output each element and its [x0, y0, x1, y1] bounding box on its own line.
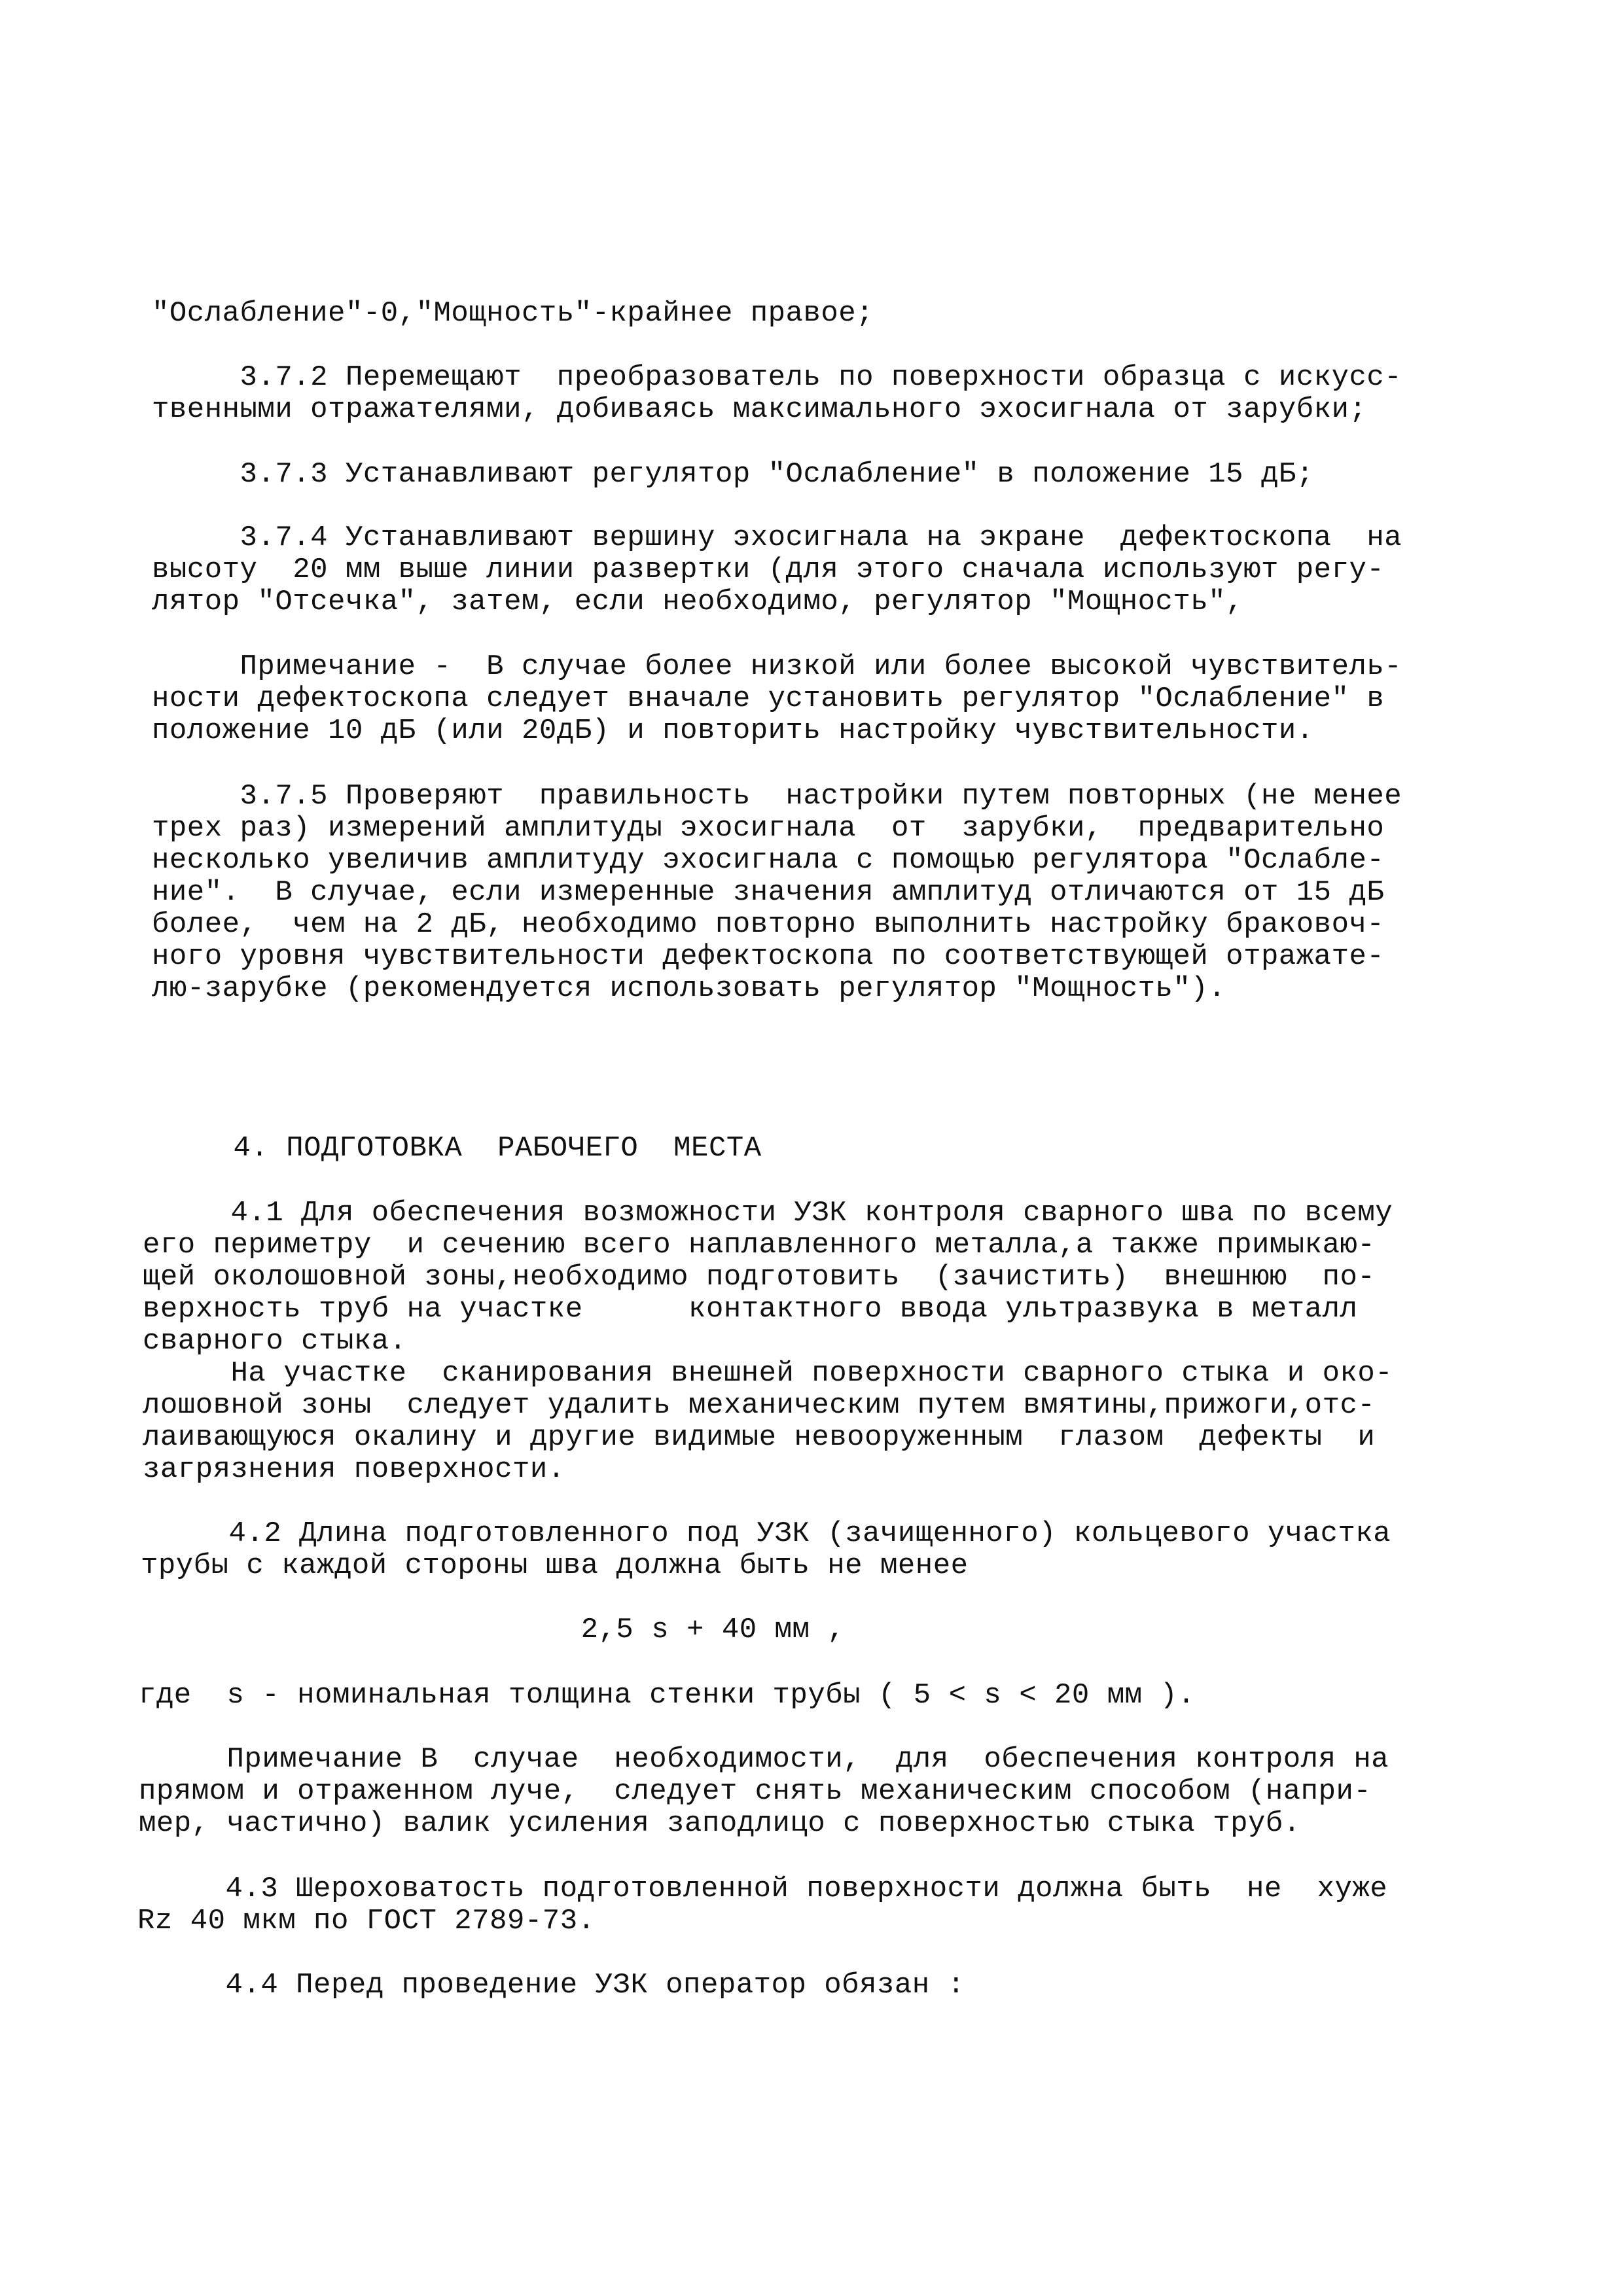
- text-line: лаивающуюся окалину и другие видимые невооруженным глазом дефекты и: [143, 1421, 1376, 1454]
- text-line: лятор "Отсечка", затем, если необходимо, регулятор "Мощность",: [152, 586, 1244, 618]
- text-line: ного уровня чувствительности дефектоскопа по соответствующей отражате-: [152, 940, 1385, 973]
- text-line: 3.7.5 Проверяют правильность настройки путем повторных (не менее: [152, 780, 1402, 813]
- text-line: Rz 40 мкм по ГОСТ 2789-73.: [137, 1905, 596, 1937]
- text-line: загрязнения поверхности.: [143, 1453, 565, 1486]
- text-line: несколько увеличив амплитуду эхосигнала с помощью регулятора "Ослабле-: [152, 844, 1385, 877]
- text-line: где s - номинальная толщина стенки трубы ( 5 < s < 20 мм ).: [139, 1679, 1196, 1712]
- text-line: высоту 20 мм выше линии развертки (для этого сначала используют регу-: [152, 554, 1385, 586]
- text-line: 4.3 Шероховатость подготовленной поверхности должна быть не хуже: [137, 1873, 1388, 1905]
- text-line: 3.7.4 Устанавливают вершину эхосигнала на экране дефектоскопа на: [152, 521, 1402, 554]
- text-line: трубы с каждой стороны шва должна быть не менее: [141, 1549, 969, 1582]
- text-line: 3.7.2 Перемещают преобразователь по поверхности образца с искусс-: [152, 361, 1402, 394]
- text-line: 4.1 Для обеспечения возможности УЗК контроля сварного шва по всему: [143, 1197, 1393, 1229]
- text-line: ности дефектоскопа следует вначале установить регулятор "Ослабление" в: [152, 682, 1385, 715]
- text-line: На участке сканирования внешней поверхности сварного стыка и око-: [143, 1357, 1393, 1390]
- text-line: 4.4 Перед проведение УЗК оператор обязан :: [137, 1969, 965, 2002]
- text-line: щей околошовной зоны,необходимо подготовить (зачистить) внешнюю по-: [143, 1261, 1376, 1294]
- text-line: более, чем на 2 дБ, необходимо повторно выполнить настройку браковоч-: [152, 908, 1385, 941]
- text-line: лошовной зоны следует удалить механическим путем вмятины,прижоги,отс-: [143, 1389, 1376, 1422]
- text-line: "Ослабление"-0,"Мощность"-крайнее правое;: [152, 297, 874, 330]
- text-line: трех раз) измерений амплитуды эхосигнала от зарубки, предварительно: [152, 812, 1385, 845]
- text-line: 3.7.3 Устанавливают регулятор "Ослабление" в положение 15 дБ;: [152, 458, 1314, 491]
- text-line: 4.2 Длина подготовленного под УЗК (зачищенного) кольцевого участка: [141, 1517, 1391, 1550]
- text-line: лю-зарубке (рекомендуется использовать регулятор "Мощность").: [152, 972, 1226, 1005]
- text-line: прямом и отраженном луче, следует снять механическим способом (напри-: [139, 1775, 1372, 1808]
- text-line: мер, частично) валик усиления заподлицо с поверхностью стыка труб.: [139, 1807, 1301, 1840]
- formula-text: 2,5 s + 40 мм ,: [141, 1614, 846, 1646]
- text-line: положение 10 дБ (или 20дБ) и повторить настройку чувствительности.: [152, 715, 1314, 747]
- text-line: сварного стыка.: [143, 1325, 407, 1358]
- text-line: ние". В случае, если измеренные значения амплитуд отличаются от 15 дБ: [152, 876, 1385, 909]
- text-line: Примечание - В случае более низкой или более высокой чувствитель-: [152, 650, 1402, 683]
- section-title: 4. ПОДГОТОВКА РАБОЧЕГО МЕСТА: [145, 1132, 762, 1165]
- text-line: твенными отражателями, добиваясь максимального эхосигнала от зарубки;: [152, 393, 1367, 426]
- text-line: его периметру и сечению всего наплавленного металла,а также примыкаю-: [143, 1229, 1376, 1262]
- text-line: Примечание В случае необходимости, для обеспечения контроля на: [139, 1743, 1389, 1776]
- text-line: верхность труб на участке контактного ввода ультразвука в металл: [143, 1293, 1358, 1326]
